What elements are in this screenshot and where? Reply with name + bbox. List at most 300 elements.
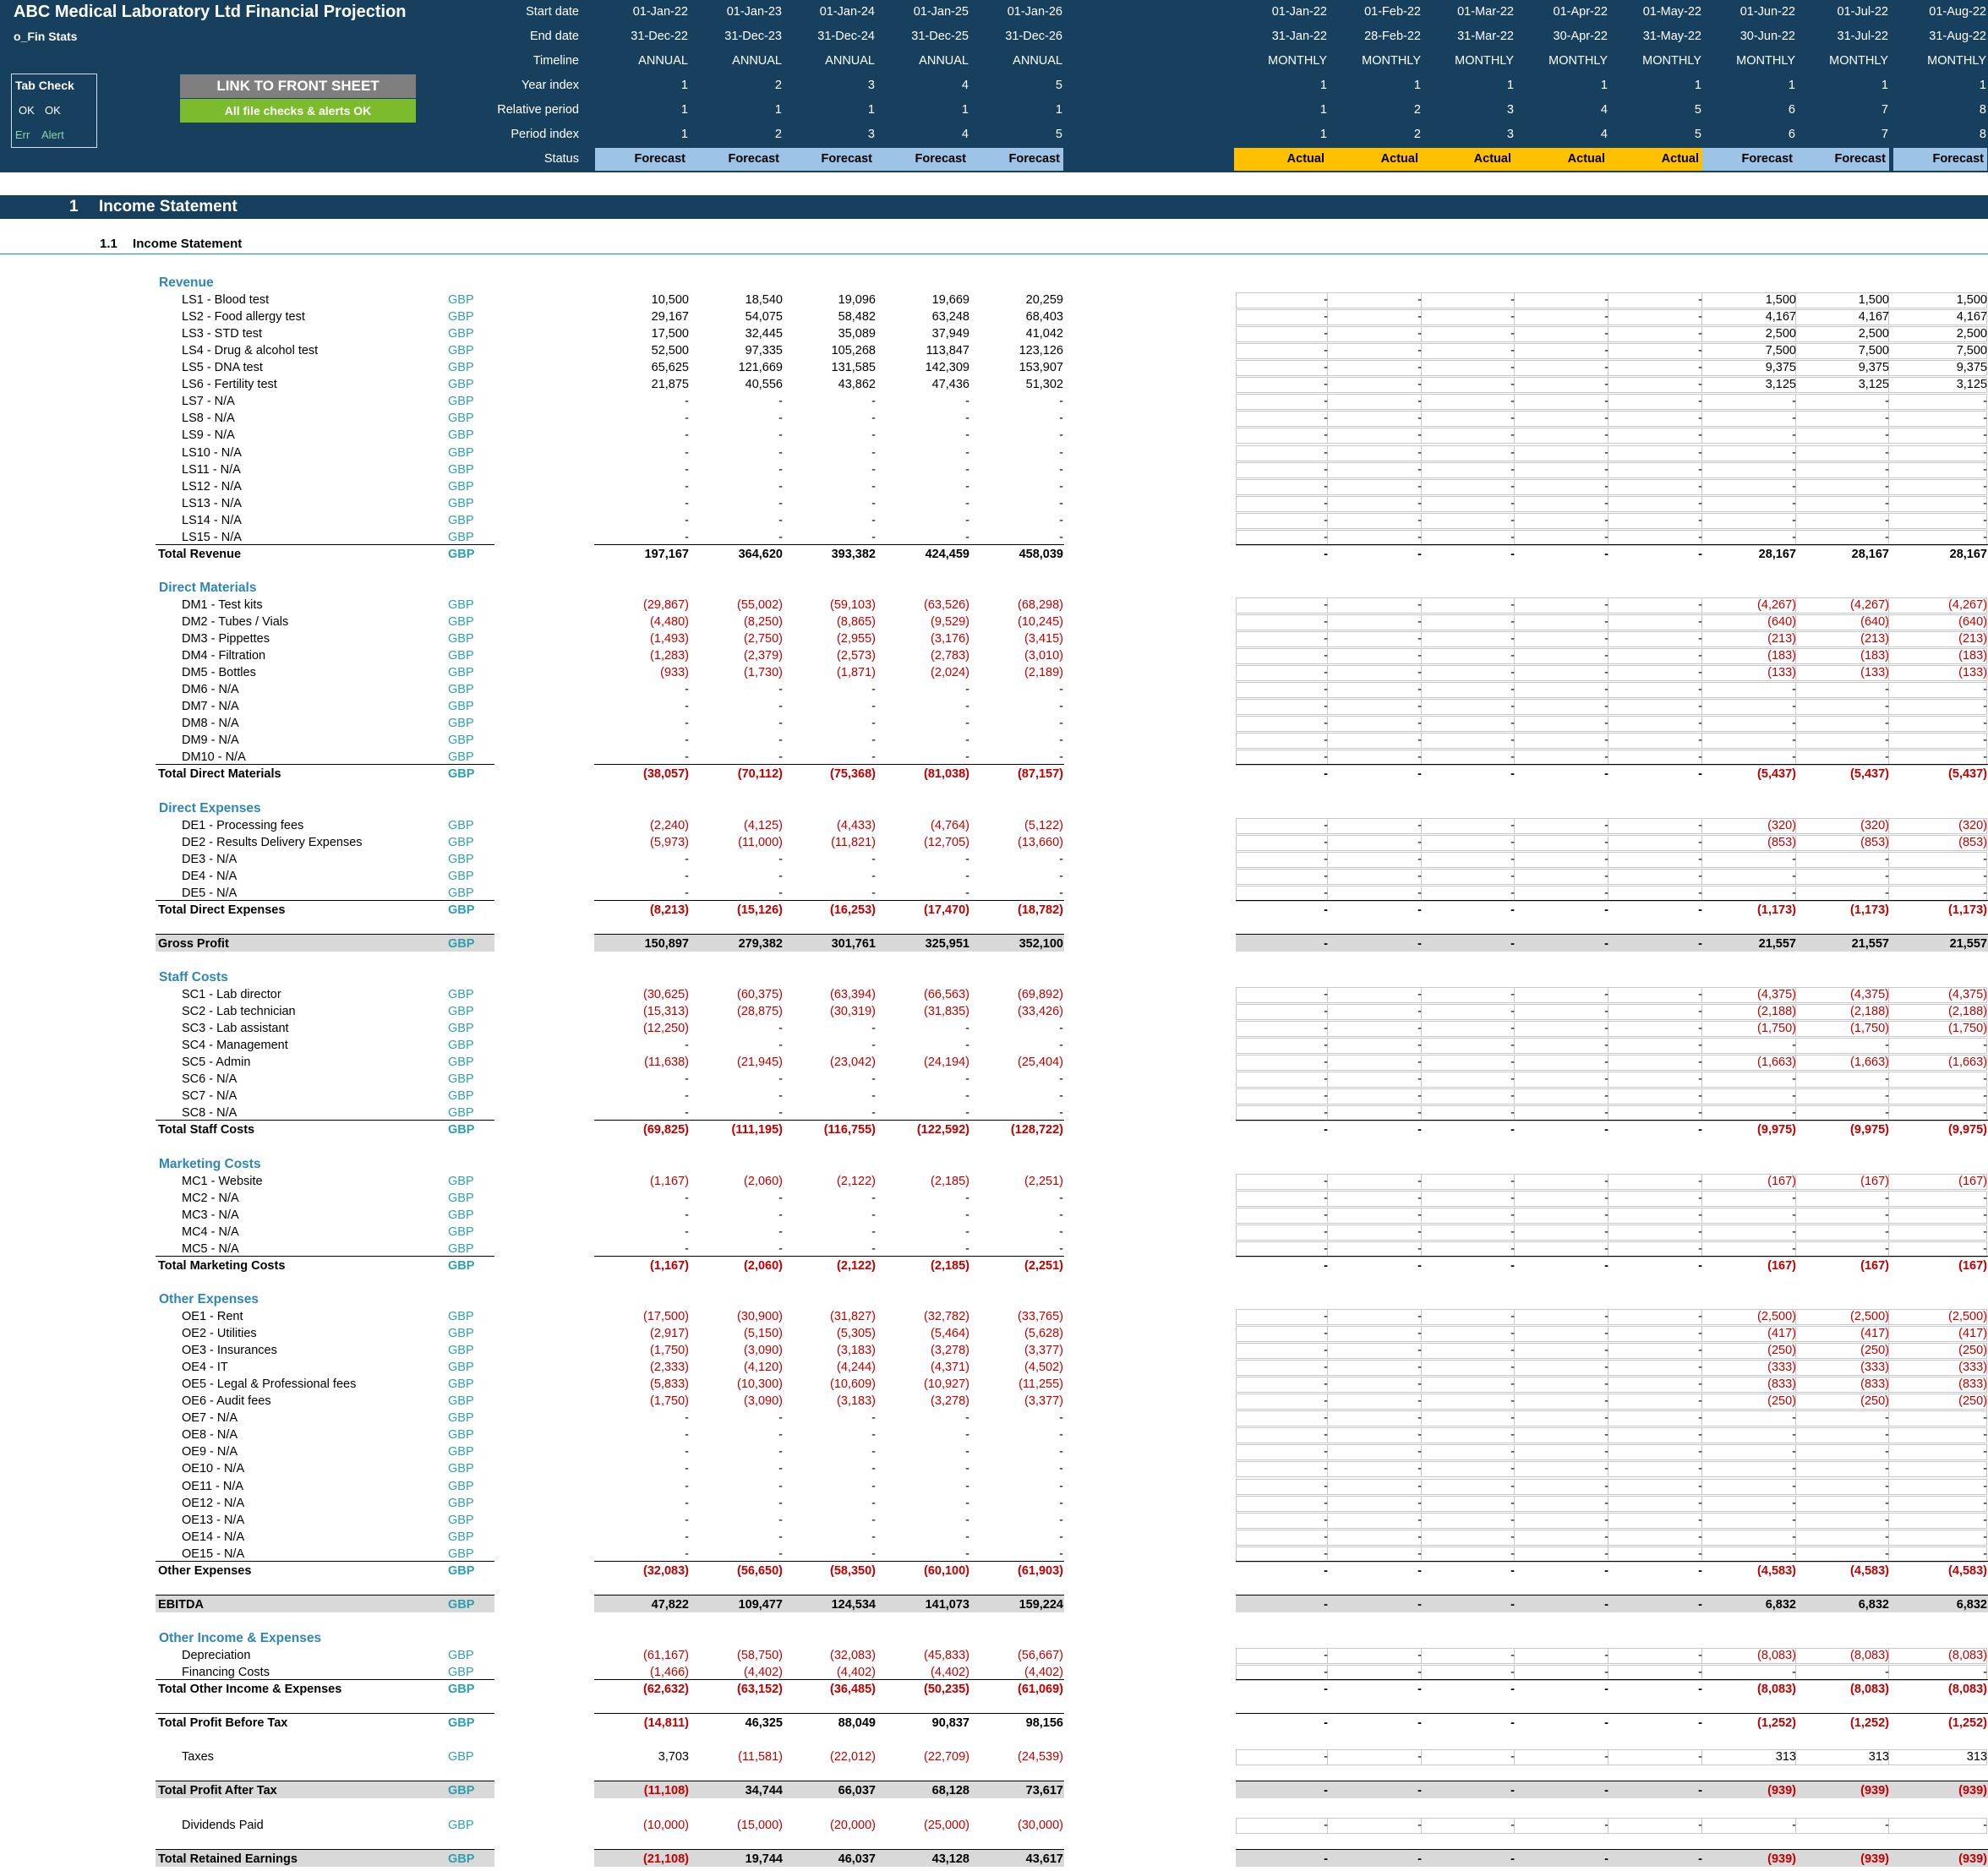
monthly-value: - [1604, 750, 1608, 764]
currency-label: GBP [448, 1411, 474, 1425]
currency-label: GBP [448, 598, 474, 612]
monthly-value: (250) [1860, 1394, 1889, 1408]
annual-value: (87,157) [1017, 767, 1063, 781]
annual-value: (63,394) [829, 988, 876, 1001]
currency-label: GBP [448, 1462, 474, 1476]
monthly-value: - [1698, 1750, 1702, 1764]
annual-value: - [871, 683, 876, 696]
monthly-value: - [1698, 548, 1702, 561]
line-item-label: SC1 - Lab director [182, 988, 281, 1001]
monthly-end: 31-Jan-22 [1271, 30, 1327, 43]
monthly-timeline: MONTHLY [1362, 54, 1421, 68]
monthly-value: - [1604, 1683, 1608, 1696]
annual-value: - [1059, 870, 1063, 883]
annual-value: (32,083) [829, 1649, 876, 1662]
annual-value: - [685, 1411, 689, 1425]
monthly-value: - [1698, 1462, 1702, 1476]
total-rule [156, 764, 494, 765]
annual-value: - [778, 446, 783, 460]
annual-value: - [685, 1497, 689, 1510]
monthly-value: - [1510, 734, 1515, 747]
monthly-value: - [1604, 1514, 1608, 1527]
monthly-value: - [1510, 497, 1515, 510]
monthly-value: - [1698, 344, 1702, 357]
currency-label: GBP [448, 1259, 475, 1273]
annual-value: 121,669 [738, 361, 783, 374]
monthly-value: - [1792, 395, 1796, 408]
annual-value: - [778, 1497, 783, 1510]
monthly-value: - [1324, 1394, 1328, 1408]
line-item-label: OE4 - IT [182, 1361, 228, 1374]
annual-value: (69,892) [1017, 988, 1063, 1001]
annual-value: - [778, 1411, 783, 1425]
currency-label: GBP [448, 1056, 474, 1069]
annual-value: - [778, 412, 783, 425]
monthly-value: - [1885, 1242, 1889, 1256]
annual-value: - [965, 1428, 969, 1442]
currency-label: GBP [448, 412, 474, 425]
monthly-value: - [1510, 632, 1515, 646]
monthly-value: - [1324, 327, 1328, 341]
monthly-value: 21,557 [1851, 937, 1889, 951]
annual-value: (28,875) [736, 1005, 783, 1018]
annual-value: 393,382 [831, 548, 876, 561]
monthly-value: - [1885, 395, 1889, 408]
annual-relative: 1 [774, 103, 782, 117]
monthly-value: (1,663) [1850, 1056, 1889, 1069]
annual-value: (4,433) [837, 819, 876, 832]
annual-value: 68,128 [931, 1784, 969, 1797]
monthly-value: - [1885, 1192, 1889, 1205]
line-item-label: LS9 - N/A [182, 428, 235, 442]
monthly-value: - [1417, 1106, 1422, 1120]
link-to-front-sheet-button[interactable]: LINK TO FRONT SHEET [180, 74, 416, 98]
monthly-start: 01-Jun-22 [1740, 5, 1795, 19]
monthly-end: 31-Mar-22 [1457, 30, 1514, 43]
currency-label: GBP [448, 767, 475, 781]
annual-value: - [778, 886, 783, 900]
tab-check-ok-2: OK [45, 104, 61, 117]
monthly-value: - [1604, 937, 1608, 951]
monthly-value: - [1885, 750, 1889, 764]
total-rule [594, 1256, 1064, 1257]
monthly-value: - [1510, 1242, 1515, 1256]
monthly-value: - [1698, 327, 1702, 341]
monthly-value: - [1983, 1089, 1987, 1103]
annual-start: 01-Jan-24 [819, 5, 875, 19]
monthly-value: - [1510, 666, 1515, 679]
currency-label: GBP [448, 1598, 475, 1612]
monthly-value: - [1417, 1327, 1422, 1340]
monthly-value: - [1885, 531, 1889, 544]
monthly-value: - [1417, 1344, 1422, 1357]
monthly-value: (1,173) [1757, 903, 1796, 917]
line-item-label: OE7 - N/A [182, 1411, 238, 1425]
total-rule [594, 1561, 1064, 1562]
annual-value: - [1059, 428, 1063, 442]
annual-value: - [685, 497, 689, 510]
line-item-label: DM5 - Bottles [182, 666, 256, 679]
total-row-label: Total Revenue [158, 548, 242, 561]
annual-value: - [685, 446, 689, 460]
currency-label: GBP [448, 819, 474, 832]
monthly-value: 21,557 [1758, 937, 1796, 951]
annual-value: - [1059, 1089, 1063, 1103]
monthly-value: - [1417, 1598, 1422, 1612]
monthly-status: Forecast [1702, 148, 1796, 171]
annual-year-index: 3 [867, 79, 875, 92]
monthly-value: - [1417, 395, 1422, 408]
monthly-value: - [1510, 615, 1515, 629]
monthly-value: - [1324, 531, 1328, 544]
annual-value: (24,539) [1017, 1750, 1063, 1764]
header-label-status: Status [543, 152, 579, 166]
monthly-value: - [1885, 734, 1889, 747]
monthly-value: - [1983, 1106, 1987, 1120]
currency-label: GBP [448, 1377, 474, 1391]
annual-value: - [1059, 750, 1063, 764]
monthly-value: - [1510, 1428, 1515, 1442]
annual-value: 352,100 [1019, 937, 1063, 951]
monthly-value: (167) [1958, 1259, 1987, 1273]
monthly-value: - [1885, 1445, 1889, 1459]
monthly-value: - [1604, 836, 1608, 849]
annual-value: (11,821) [831, 836, 876, 849]
monthly-value: - [1510, 1089, 1515, 1103]
monthly-value: (853) [1860, 836, 1889, 849]
currency-label: GBP [448, 649, 474, 663]
annual-value: (32,782) [923, 1310, 969, 1323]
annual-value: (4,402) [1024, 1666, 1063, 1679]
annual-value: - [778, 428, 783, 442]
annual-value: - [1059, 1225, 1063, 1239]
annual-value: (2,379) [744, 649, 783, 663]
monthly-value: (133) [1958, 666, 1987, 679]
monthly-value: - [1324, 615, 1328, 629]
monthly-value: - [1324, 734, 1328, 747]
header-label-period-index: Period index [511, 128, 579, 141]
monthly-value: - [1417, 548, 1422, 561]
monthly-value: - [1324, 1649, 1328, 1662]
annual-value: - [965, 497, 969, 510]
annual-value: - [685, 870, 689, 883]
monthly-value: - [1417, 1259, 1422, 1273]
monthly-value: - [1792, 480, 1796, 494]
tab-check-title: Tab Check [15, 79, 74, 92]
monthly-value: - [1417, 1175, 1422, 1188]
annual-value: - [778, 1547, 783, 1561]
annual-value: (2,122) [837, 1259, 876, 1273]
annual-start: 01-Jan-26 [1007, 5, 1062, 19]
monthly-value: - [1698, 1175, 1702, 1188]
currency-label: GBP [448, 615, 474, 629]
monthly-value: - [1510, 1394, 1515, 1408]
monthly-value: - [1324, 1445, 1328, 1459]
line-item-label: DM10 - N/A [182, 750, 246, 764]
monthly-value: - [1324, 1497, 1328, 1510]
annual-value: - [685, 463, 689, 477]
monthly-value: - [1324, 497, 1328, 510]
monthly-year-index: 1 [1979, 79, 1986, 92]
monthly-value: - [1604, 395, 1608, 408]
monthly-value: - [1417, 327, 1422, 341]
monthly-value: - [1983, 1480, 1987, 1493]
annual-value: (56,667) [1017, 1649, 1063, 1662]
monthly-value: - [1417, 750, 1422, 764]
monthly-end: 31-May-22 [1642, 30, 1701, 43]
monthly-value: - [1698, 649, 1702, 663]
annual-value: 364,620 [738, 548, 783, 561]
annual-value: - [965, 750, 969, 764]
monthly-value: (213) [1767, 632, 1796, 646]
monthly-value: - [1417, 1394, 1422, 1408]
monthly-value: - [1604, 531, 1608, 544]
monthly-value: - [1324, 1852, 1328, 1866]
annual-value: (9,529) [931, 615, 969, 629]
monthly-value: - [1698, 1327, 1702, 1340]
currency-label: GBP [448, 480, 474, 494]
monthly-value: (333) [1860, 1361, 1889, 1374]
currency-label: GBP [448, 1361, 474, 1374]
monthly-value: - [1417, 412, 1422, 425]
line-item-label: OE15 - N/A [182, 1547, 245, 1561]
category-heading: Revenue [159, 275, 214, 290]
monthly-value: - [1604, 1784, 1608, 1797]
annual-value: 19,744 [745, 1852, 783, 1866]
monthly-value: - [1698, 1852, 1702, 1866]
annual-value: 98,156 [1025, 1716, 1063, 1730]
annual-value: 43,128 [931, 1852, 969, 1866]
line-item-label: Financing Costs [182, 1666, 270, 1679]
monthly-value: - [1792, 1072, 1796, 1086]
annual-start: 01-Jan-22 [632, 5, 688, 19]
annual-value: - [871, 1547, 876, 1561]
annual-value: - [965, 1480, 969, 1493]
annual-year-index: 5 [1055, 79, 1062, 92]
annual-value: (116,755) [823, 1123, 876, 1137]
monthly-value: - [1324, 1666, 1328, 1679]
total-rule [1236, 1679, 1988, 1680]
monthly-value: (4,267) [1757, 598, 1796, 612]
annual-value: (23,042) [829, 1056, 876, 1069]
annual-value: - [685, 1072, 689, 1086]
monthly-value: - [1604, 1394, 1608, 1408]
monthly-value: - [1604, 1089, 1608, 1103]
monthly-value: - [1510, 1530, 1515, 1544]
monthly-value: - [1324, 717, 1328, 730]
monthly-value: - [1792, 428, 1796, 442]
annual-value: - [965, 412, 969, 425]
annual-value: (1,750) [650, 1394, 689, 1408]
annual-value: - [871, 1530, 876, 1544]
monthly-value: - [1417, 1428, 1422, 1442]
monthly-value: - [1792, 497, 1796, 510]
monthly-value: - [1604, 1225, 1608, 1239]
monthly-timeline: MONTHLY [1736, 54, 1795, 68]
total-rule [156, 934, 494, 935]
monthly-value: - [1885, 717, 1889, 730]
annual-value: - [871, 886, 876, 900]
currency-label: GBP [448, 1480, 474, 1493]
monthly-value: - [1510, 1750, 1515, 1764]
monthly-value: - [1324, 395, 1328, 408]
total-rule [1236, 544, 1988, 545]
monthly-value: (2,188) [1757, 1005, 1796, 1018]
annual-value: (8,213) [650, 903, 689, 917]
annual-value: - [1059, 853, 1063, 866]
annual-value: 19,669 [931, 293, 969, 307]
annual-year-index: 2 [774, 79, 782, 92]
annual-value: (4,764) [931, 819, 969, 832]
monthly-value: (8,083) [1948, 1649, 1987, 1662]
annual-value: (1,730) [744, 666, 783, 679]
monthly-value: - [1604, 1310, 1608, 1323]
monthly-value: - [1324, 378, 1328, 391]
annual-value: - [871, 734, 876, 747]
line-item-label: DM8 - N/A [182, 717, 239, 730]
monthly-value: - [1417, 1716, 1422, 1730]
monthly-value: (4,583) [1948, 1564, 1987, 1578]
annual-value: - [685, 1208, 689, 1222]
monthly-end: 31-Aug-22 [1929, 30, 1986, 43]
total-rule [594, 1595, 1064, 1596]
monthly-value: - [1417, 1530, 1422, 1544]
monthly-value: - [1698, 1428, 1702, 1442]
monthly-value: - [1324, 1361, 1328, 1374]
monthly-value: - [1510, 1344, 1515, 1357]
annual-value: 35,089 [838, 327, 876, 341]
annual-end: 31-Dec-25 [911, 30, 969, 43]
monthly-value: (213) [1860, 632, 1889, 646]
monthly-period-index: 2 [1413, 128, 1421, 141]
monthly-value: - [1885, 1530, 1889, 1544]
annual-value: (122,592) [916, 1123, 969, 1137]
monthly-value: - [1417, 1497, 1422, 1510]
currency-label: GBP [448, 395, 474, 408]
monthly-value: - [1510, 1225, 1515, 1239]
monthly-value: - [1698, 378, 1702, 391]
monthly-value: (250) [1860, 1344, 1889, 1357]
annual-value: (15,000) [736, 1819, 783, 1832]
category-heading: Direct Expenses [159, 801, 261, 815]
monthly-value: (333) [1767, 1361, 1796, 1374]
monthly-value: - [1417, 870, 1422, 883]
monthly-value: - [1983, 480, 1987, 494]
monthly-value: (320) [1958, 819, 1987, 832]
annual-value: - [871, 412, 876, 425]
annual-value: - [685, 1106, 689, 1120]
total-row-label: Total Profit Before Tax [158, 1716, 288, 1730]
annual-value: 51,302 [1025, 378, 1063, 391]
monthly-value: - [1417, 903, 1422, 917]
annual-value: (3,278) [931, 1344, 969, 1357]
monthly-value: (5,437) [1948, 767, 1987, 781]
monthly-timeline: MONTHLY [1642, 54, 1701, 68]
monthly-value: - [1604, 1666, 1608, 1679]
monthly-value: - [1698, 1564, 1702, 1578]
total-rule [156, 1595, 494, 1596]
annual-value: - [1059, 1106, 1063, 1120]
monthly-value: (167) [1860, 1175, 1889, 1188]
total-row-label: Total Direct Expenses [158, 903, 286, 917]
annual-value: - [685, 428, 689, 442]
monthly-value: - [1604, 1242, 1608, 1256]
monthly-value: 2,500 [1858, 327, 1889, 341]
monthly-value: - [1324, 666, 1328, 679]
monthly-value: - [1604, 1852, 1608, 1866]
annual-value: 18,540 [745, 293, 783, 307]
annual-value: 301,761 [831, 937, 876, 951]
annual-value: - [965, 1530, 969, 1544]
annual-value: - [965, 1208, 969, 1222]
annual-value: - [685, 853, 689, 866]
monthly-value: - [1510, 988, 1515, 1001]
monthly-value: - [1510, 480, 1515, 494]
monthly-value: - [1510, 937, 1515, 951]
annual-start: 01-Jan-25 [913, 5, 969, 19]
monthly-value: - [1324, 1547, 1328, 1561]
monthly-value: - [1983, 463, 1987, 477]
monthly-value: (1,663) [1757, 1056, 1796, 1069]
annual-value: - [778, 717, 783, 730]
annual-value: (2,573) [837, 649, 876, 663]
monthly-value: - [1698, 463, 1702, 477]
monthly-value: - [1604, 1497, 1608, 1510]
line-item-label: LS1 - Blood test [182, 293, 270, 307]
monthly-value: - [1604, 344, 1608, 357]
line-item-label: LS5 - DNA test [182, 361, 263, 374]
monthly-value: - [1417, 1784, 1422, 1797]
monthly-value: - [1698, 1242, 1702, 1256]
category-heading: Staff Costs [159, 970, 228, 985]
annual-value: - [871, 750, 876, 764]
monthly-value: (1,663) [1948, 1056, 1987, 1069]
monthly-value: - [1417, 598, 1422, 612]
monthly-end: 28-Feb-22 [1364, 30, 1421, 43]
monthly-value: 313 [1966, 1750, 1987, 1764]
monthly-value: - [1510, 548, 1515, 561]
monthly-value: - [1417, 1649, 1422, 1662]
monthly-value: (4,375) [1850, 988, 1889, 1001]
annual-period-index: 1 [680, 128, 688, 141]
monthly-value: - [1885, 446, 1889, 460]
monthly-value: - [1510, 1056, 1515, 1069]
monthly-status: Forecast [1893, 148, 1987, 171]
monthly-value: - [1417, 1039, 1422, 1052]
monthly-value: - [1604, 1192, 1608, 1205]
annual-value: - [1059, 514, 1063, 527]
monthly-timeline: MONTHLY [1548, 54, 1608, 68]
annual-value: 197,167 [644, 548, 689, 561]
monthly-value: - [1417, 836, 1422, 849]
monthly-relative: 1 [1319, 103, 1327, 117]
monthly-value: (833) [1767, 1377, 1796, 1391]
monthly-value: - [1604, 632, 1608, 646]
annual-value: - [1059, 734, 1063, 747]
annual-end: 31-Dec-23 [724, 30, 782, 43]
monthly-value: - [1983, 1428, 1987, 1442]
annual-value: - [871, 717, 876, 730]
annual-value: (3,183) [837, 1394, 876, 1408]
monthly-value: - [1510, 1123, 1515, 1137]
line-item-label: OE2 - Utilities [182, 1327, 257, 1340]
annual-value: - [965, 395, 969, 408]
monthly-value: - [1885, 1547, 1889, 1561]
annual-status: Forecast [782, 148, 876, 171]
annual-value: - [871, 1089, 876, 1103]
annual-value: (58,750) [736, 1649, 783, 1662]
annual-value: - [965, 463, 969, 477]
